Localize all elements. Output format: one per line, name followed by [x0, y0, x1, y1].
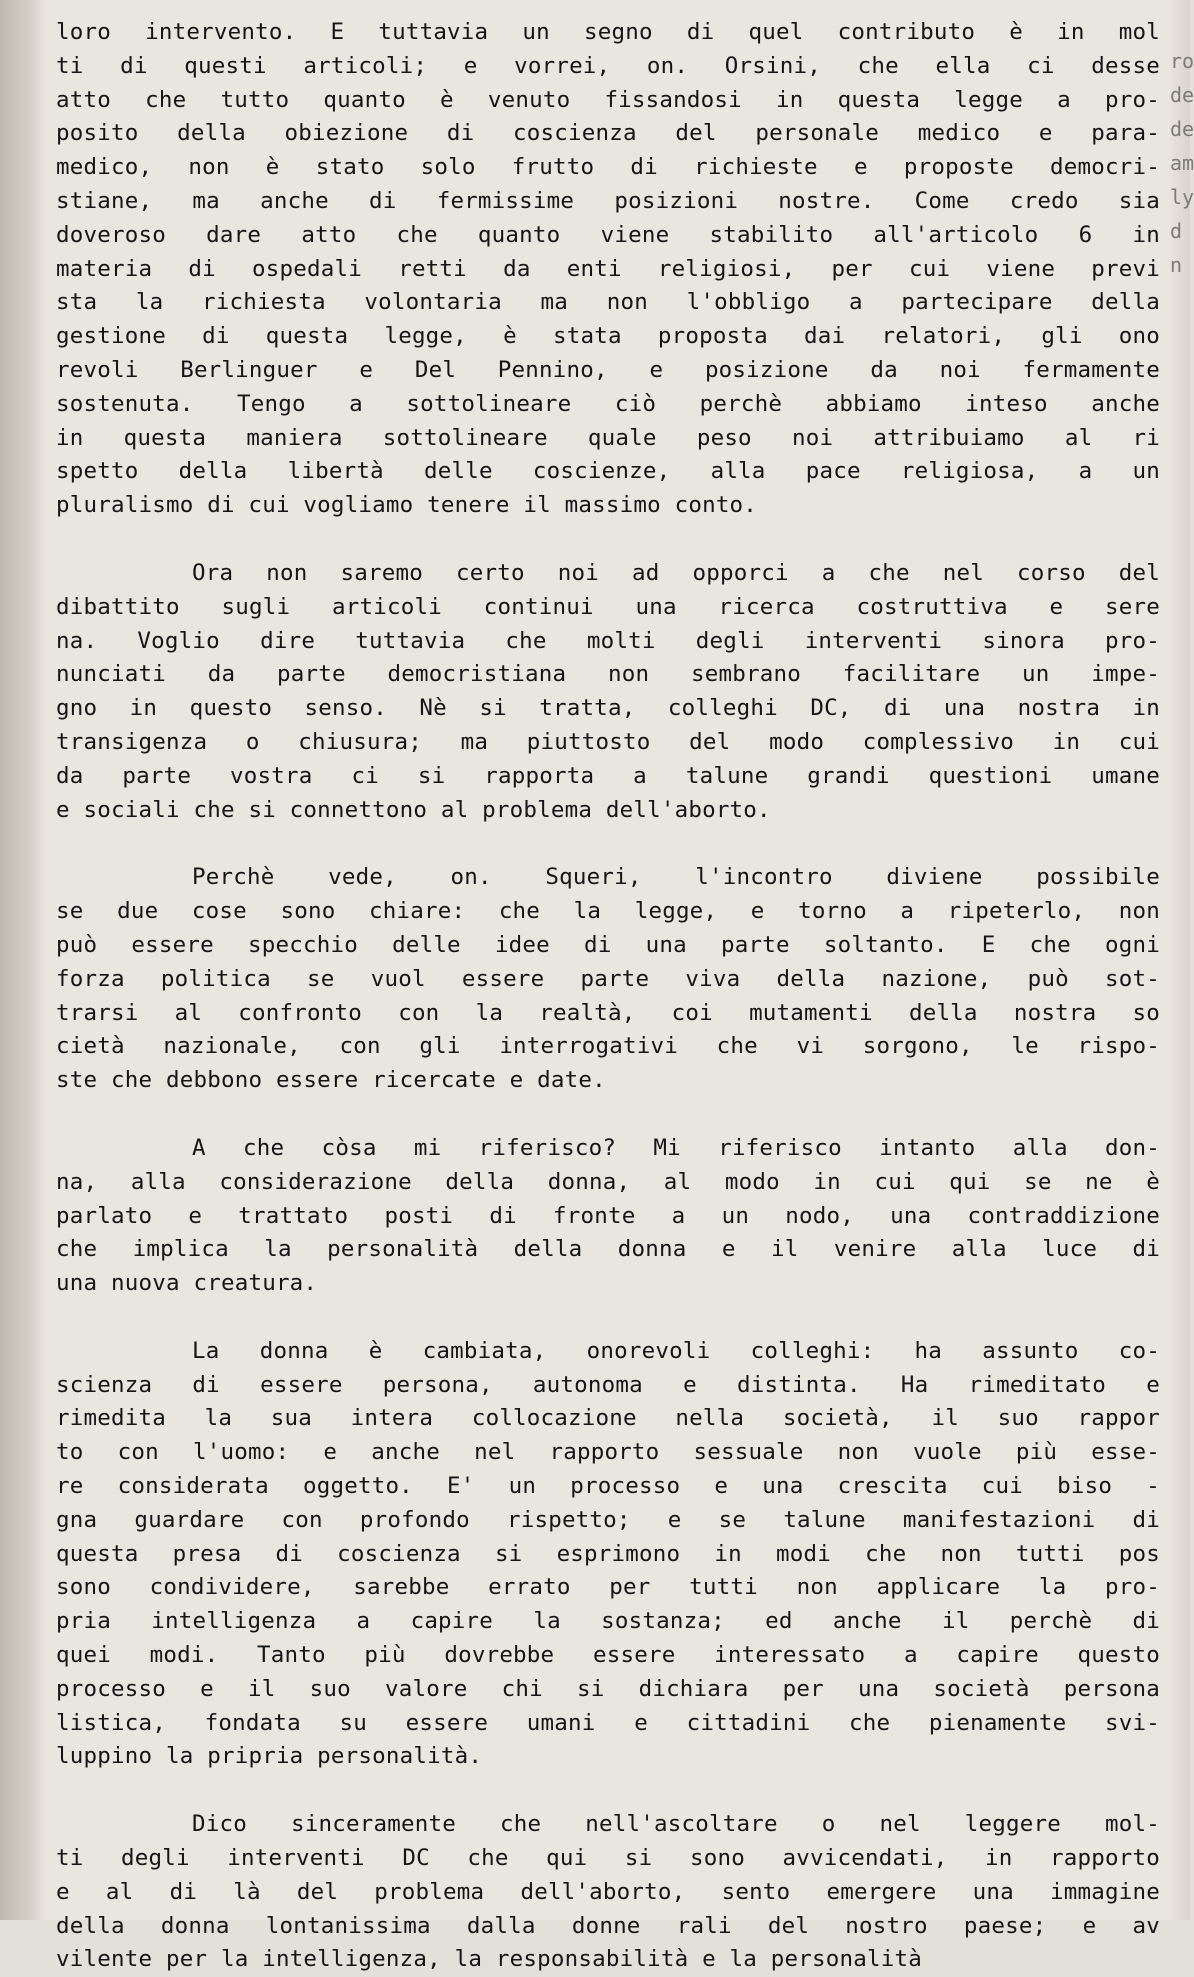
paragraph [56, 1132, 1160, 1301]
text-line: ste che debbono essere ricercate e date. [56, 1067, 606, 1094]
text-line: parlato e trattato posti di fronte a un nodo, una contraddizione [56, 1202, 1160, 1229]
paragraph [56, 557, 1160, 827]
text-line: trarsi al confronto con la realtà, coi mutamenti della nostra so [56, 999, 1160, 1026]
text-line: quei modi. Tanto più dovrebbe essere interessato a capire questo [56, 1642, 1160, 1669]
bleed-fragment: am [1170, 151, 1194, 175]
text-line: può essere specchio delle idee di una parte soltanto. E che ogni [56, 931, 1160, 958]
paragraph [56, 1808, 1160, 1977]
typewritten-text [56, 16, 1160, 1977]
text-line: forza politica se vuol essere parte viva della nazione, può sot- [56, 965, 1160, 992]
text-line: na. Voglio dire tuttavia che molti degli interventi sinora pro- [56, 627, 1160, 654]
text-line: una nuova creatura. [56, 1270, 318, 1297]
text-line: revoli Berlinguer e Del Pennino, e posizione da noi fermamente [56, 356, 1160, 383]
bleed-fragment: de [1170, 83, 1194, 107]
text-line: listica, fondata su essere umani e cittadini che pienamente svi- [56, 1709, 1160, 1736]
text-line: sono condividere, sarebbe errato per tutti non applicare la pro- [56, 1574, 1160, 1601]
text-line: spetto della libertà delle coscienze, alla pace religiosa, a un [56, 458, 1160, 485]
text-line: gno in questo senso. Nè si tratta, colleghi DC, di una nostra in [56, 695, 1160, 722]
text-line: questa presa di coscienza si esprimono in modi che non tutti pos [56, 1540, 1160, 1567]
scan-right-edge [1168, 0, 1194, 1920]
text-line: pluralismo di cui vogliamo tenere il massimo conto. [56, 492, 758, 519]
paragraph [56, 861, 1160, 1098]
text-line: Ora non saremo certo noi ad opporci a che nel corso del [192, 559, 1160, 586]
bleed-fragment: ro [1170, 49, 1194, 73]
text-line: da parte vostra ci si rapporta a talune grandi questioni umane [56, 762, 1160, 789]
text-line: posito della obiezione di coscienza del personale medico e para- [56, 120, 1160, 147]
paragraph [56, 1335, 1160, 1774]
text-line: doveroso dare atto che quanto viene stabilito all'articolo 6 in [56, 221, 1160, 248]
paragraph-gap [56, 827, 1160, 861]
text-line: nunciati da parte democristiana non sembrano facilitare un impe- [56, 661, 1160, 688]
text-line: che implica la personalità della donna e il venire alla luce di [56, 1236, 1160, 1263]
text-line: Perchè vede, on. Squeri, l'incontro diviene possibile [192, 864, 1160, 891]
paragraph-gap [56, 523, 1160, 557]
text-line: ti degli interventi DC che qui si sono avvicendati, in rapporto [56, 1845, 1160, 1872]
bleed-fragment: ly [1170, 185, 1194, 209]
text-line: gna guardare con profondo rispetto; e se talune manifestazioni di [56, 1506, 1160, 1533]
text-line: della donna lontanissima dalla donne rali del nostro paese; e av [56, 1912, 1160, 1939]
text-line: sostenuta. Tengo a sottolineare ciò perchè abbiamo inteso anche [56, 390, 1160, 417]
text-line: A che còsa mi riferisco? Mi riferisco intanto alla don- [192, 1134, 1160, 1161]
text-line: Dico sinceramente che nell'ascoltare o nel leggere mol- [192, 1811, 1160, 1838]
text-line: atto che tutto quanto è venuto fissandosi in questa legge a pro- [56, 86, 1160, 113]
text-line: processo e il suo valore chi si dichiara per una società persona [56, 1675, 1160, 1702]
bleed-fragment: d [1170, 219, 1183, 243]
text-line: luppino la pripria personalità. [56, 1743, 483, 1770]
text-line: gestione di questa legge, è stata proposta dai relatori, gli ono [56, 323, 1160, 350]
text-line: materia di ospedali retti da enti religiosi, per cui viene previ [56, 255, 1160, 282]
paragraph-gap [56, 1774, 1160, 1808]
text-line: in questa maniera sottolineare quale peso noi attribuiamo al ri [56, 424, 1160, 451]
paragraph-gap [56, 1098, 1160, 1132]
text-line: scienza di essere persona, autonoma e distinta. Ha rimeditato e [56, 1371, 1160, 1398]
text-line: na, alla considerazione della donna, al modo in cui qui se ne è [56, 1168, 1160, 1195]
paragraph [56, 16, 1160, 523]
text-line: transigenza o chiusura; ma piuttosto del modo complessivo in cui [56, 728, 1160, 755]
text-line: sta la richiesta volontaria ma non l'obbligo a partecipare della [56, 289, 1160, 316]
text-line: stiane, ma anche di fermissime posizioni nostre. Come credo sia [56, 187, 1160, 214]
paragraph-gap [56, 1301, 1160, 1335]
text-line: se due cose sono chiare: che la legge, e torno a ripeterlo, non [56, 898, 1160, 925]
bleed-fragment: n [1170, 253, 1183, 277]
text-line: loro intervento. E tuttavia un segno di quel contributo è in mol [56, 19, 1160, 45]
text-line: re considerata oggetto. E' un processo e una crescita cui biso - [56, 1473, 1160, 1500]
text-line: dibattito sugli articoli continui una ricerca costruttiva e sere [56, 593, 1160, 620]
text-line: La donna è cambiata, onorevoli colleghi: ha assunto co- [192, 1337, 1160, 1364]
text-line: cietà nazionale, con gli interrogativi che vi sorgono, le rispo- [56, 1033, 1160, 1060]
adjacent-page-bleed [1170, 44, 1194, 282]
text-line: pria intelligenza a capire la sostanza; ed anche il perchè di [56, 1608, 1160, 1635]
text-line: ti di questi articoli; e vorrei, on. Orsini, che ella ci desse [56, 52, 1160, 79]
text-line: medico, non è stato solo frutto di richieste e proposte democri- [56, 154, 1160, 181]
text-line: rimedita la sua intera collocazione nella società, il suo rappor [56, 1405, 1160, 1432]
scan-left-edge [0, 0, 46, 1920]
bleed-fragment: de [1170, 117, 1194, 141]
text-line: e sociali che si connettono al problema dell'aborto. [56, 796, 771, 823]
text-line: to con l'uomo: e anche nel rapporto sessuale non vuole più esse- [56, 1439, 1160, 1466]
text-line: vilente per la intelligenza, la responsabilità e la personalità [56, 1946, 923, 1973]
text-line: e al di là del problema dell'aborto, sento emergere una immagine [56, 1878, 1160, 1905]
